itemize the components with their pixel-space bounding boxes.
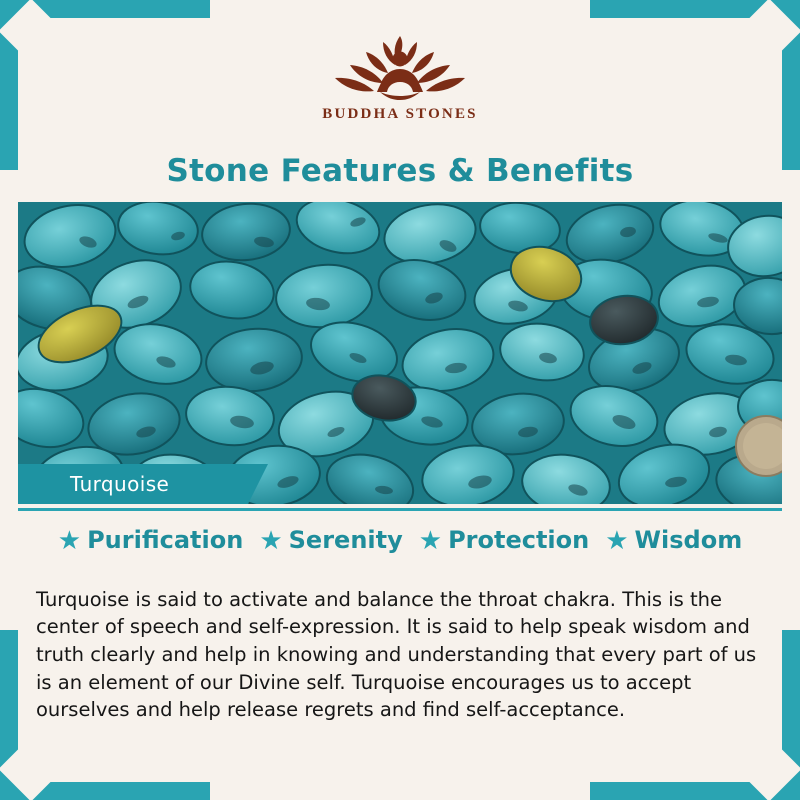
benefit-label: Purification — [87, 526, 244, 554]
brand-name: BUDDHA STONES — [322, 106, 478, 122]
lotus-meditation-figure-icon — [325, 28, 475, 104]
hero-image — [18, 202, 782, 504]
star-icon: ★ — [259, 525, 283, 555]
benefit-label: Protection — [448, 526, 590, 554]
benefit-item — [605, 526, 742, 554]
benefit-item — [58, 526, 244, 554]
turquoise-stones-illustration — [18, 202, 782, 504]
title-band — [18, 140, 782, 202]
star-icon: ★ — [57, 525, 82, 555]
stone-name-ribbon — [18, 464, 248, 504]
benefit-label: Serenity — [288, 526, 403, 554]
star-icon: ★ — [418, 525, 443, 555]
benefit-label: Wisdom — [634, 526, 743, 554]
star-icon: ★ — [605, 525, 629, 555]
brand-block — [18, 18, 782, 140]
benefit-item — [259, 526, 402, 554]
stone-description: Turquoise is said to activate and balance the throat chakra. This is the center of speech and self-expression. It is said to help speak wisdom and truth clearly and help in knowing and understanding that every part of us is an element of our Divine self. Turquoise encourages us to accept ourselves and help release regrets and find self-acceptance. — [36, 587, 757, 722]
section-divider — [18, 508, 782, 511]
page-title: Stone Features & Benefits — [166, 153, 634, 189]
content-card — [18, 18, 782, 782]
benefits-row — [18, 526, 782, 554]
benefit-item — [419, 526, 589, 554]
stone-name-label: Turquoise — [70, 472, 170, 496]
